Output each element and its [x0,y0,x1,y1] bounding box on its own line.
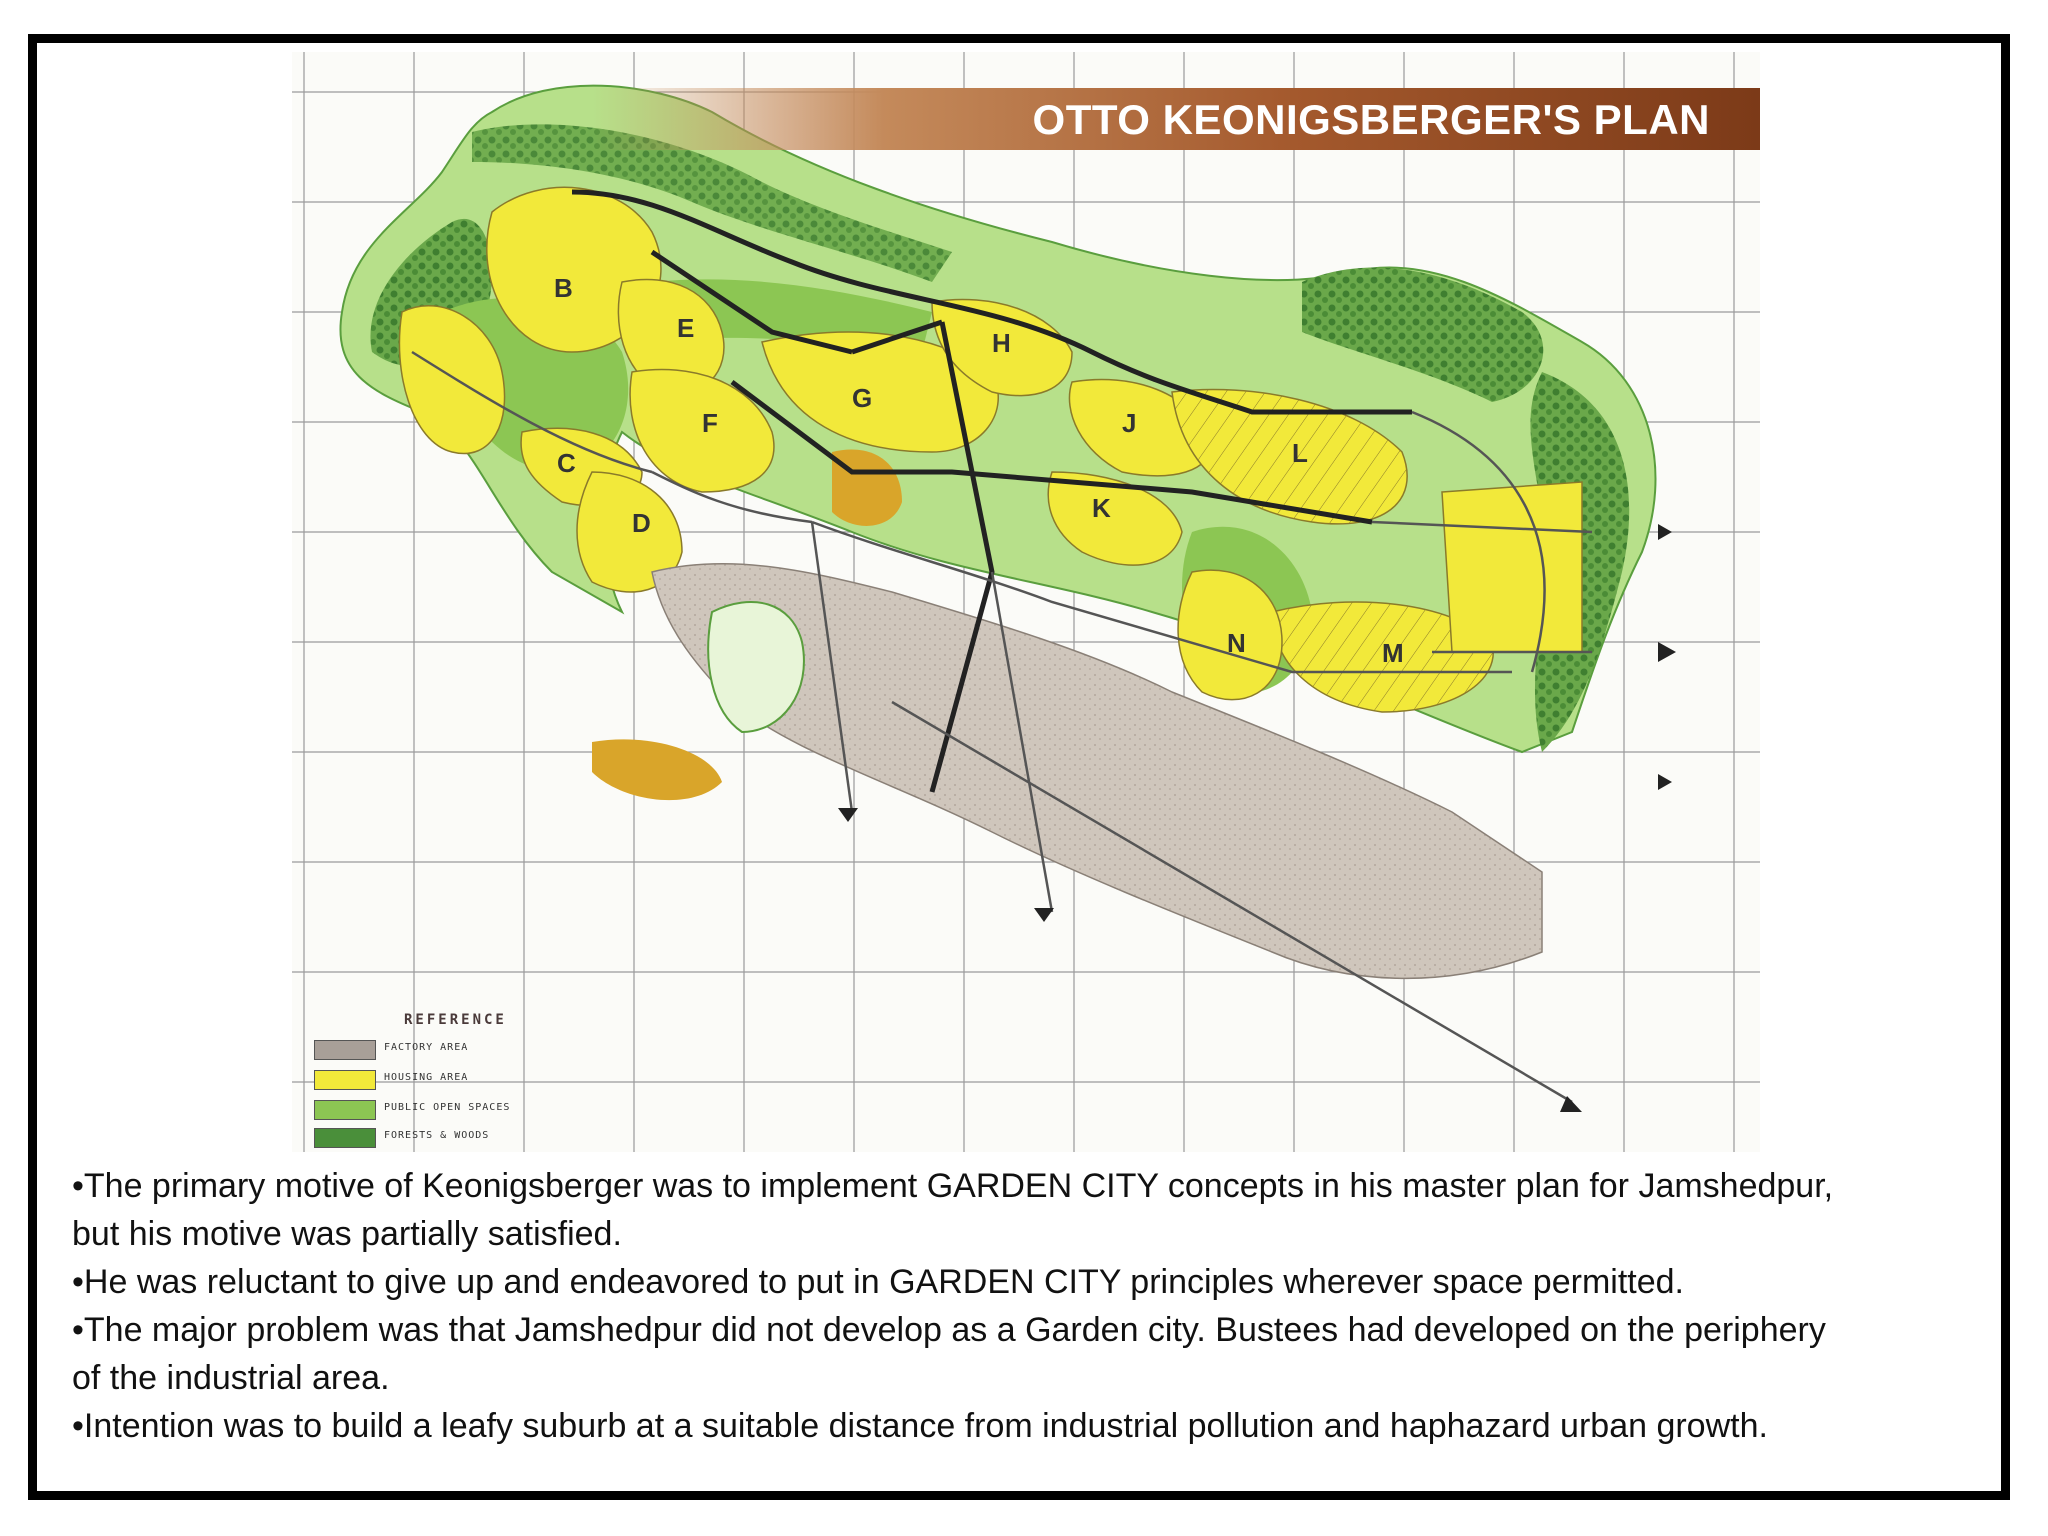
zone-label-m: M [1382,638,1404,668]
zone-label-j: J [1122,408,1137,438]
zone-label-k: K [1092,493,1111,523]
housing-dark-patch-3 [592,739,722,800]
legend-label-housing: HOUSING AREA [384,1072,469,1083]
zone-label-n: N [1227,628,1246,658]
caption-line-4: •The major problem was that Jamshedpur did not develop as a Garden city. Bustees had developed on the periphery [72,1311,1826,1349]
zone-label-d: D [632,508,651,538]
zone-label-f: F [702,408,718,438]
slide-title: OTTO KEONIGSBERGER'S PLAN [1032,96,1710,143]
legend-label-open-space: PUBLIC OPEN SPACES [384,1102,511,1113]
legend-label-factory: FACTORY AREA [384,1042,469,1053]
map-legend [314,1012,554,1152]
caption-line-1: •The primary motive of Keonigsberger was to implement GARDEN CITY concepts in his master plan for Jamshedpur, [72,1167,1834,1205]
zone-label-e: E [677,313,695,343]
caption-line-5: of the industrial area. [72,1359,390,1397]
legend-row-open-space [314,1100,554,1122]
legend-row-forest [314,1128,554,1150]
legend-swatch-factory [314,1040,376,1060]
legend-swatch-housing [314,1070,376,1090]
caption-line-2: but his motive was partially satisfied. [72,1215,622,1253]
zone-label-c: C [557,448,576,478]
caption-text [72,1162,1992,1450]
zone-label-l: L [1292,438,1308,468]
legend-label-forest: FORESTS & WOODS [384,1130,490,1141]
zone-label-h: H [992,328,1011,358]
title-banner [592,88,1760,150]
zone-label-b: B [554,273,573,303]
caption-line-3: •He was reluctant to give up and endeavored to put in GARDEN CITY principles wherever space permitted. [72,1263,1684,1301]
legend-title: REFERENCE [404,1012,507,1028]
zone-label-g: G [852,383,873,413]
legend-swatch-forest [314,1128,376,1148]
caption-line-6: •Intention was to build a leafy suburb at a suitable distance from industrial pollution and haphazard urban growth. [72,1407,1768,1445]
legend-row-factory [314,1040,554,1062]
map-image [292,52,1760,1152]
legend-row-housing [314,1070,554,1092]
city-plan-map [292,52,1760,1152]
legend-swatch-open-space [314,1100,376,1120]
housing-east-strip [1442,482,1582,652]
